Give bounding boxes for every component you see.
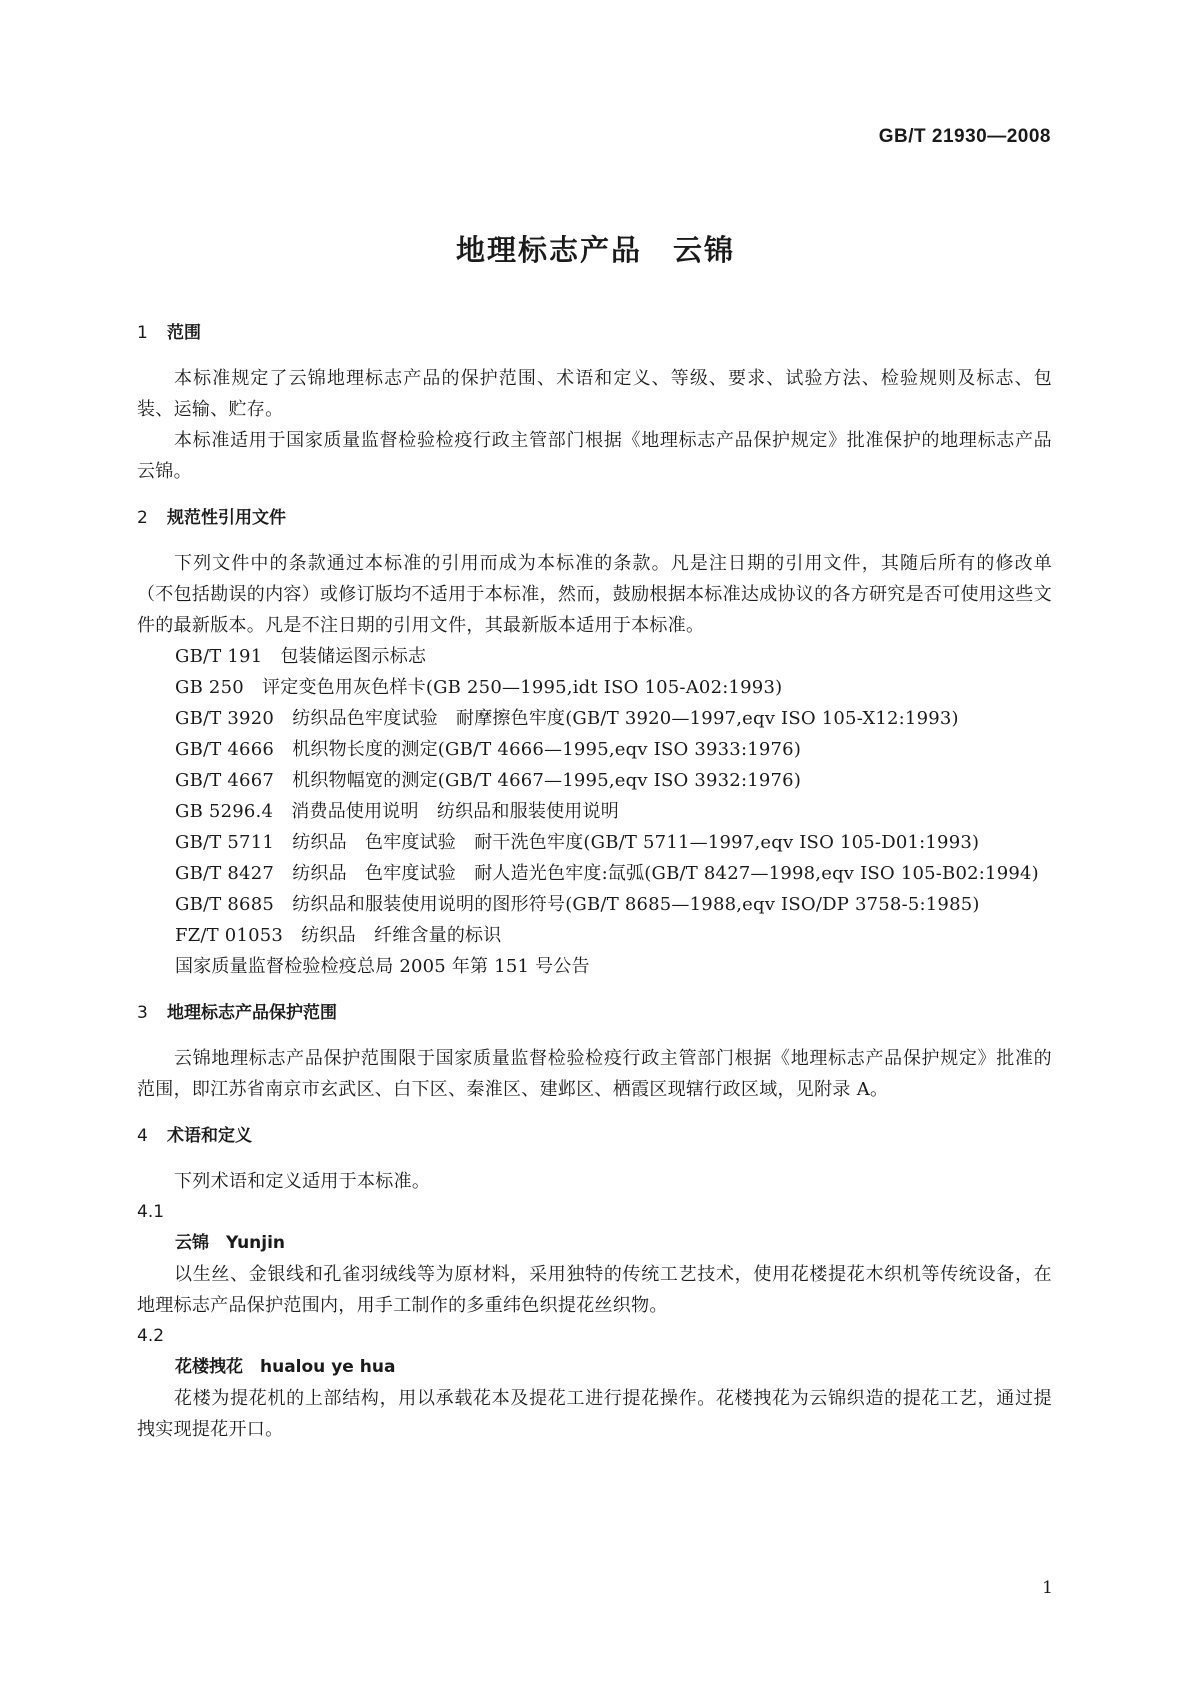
reference-item: 国家质量监督检验检疫总局 2005 年第 151 号公告 [175, 956, 590, 977]
paragraph: 本标准适用于国家质量监督检验检疫行政主管部门根据《地理标志产品保护规定》批准保护的地理标志产品云锦。 [137, 430, 1052, 482]
section-title: 地理标志产品保护范围 [167, 1003, 337, 1023]
paragraph: 下列文件中的条款通过本标准的引用而成为本标准的条款。凡是注日期的引用文件，其随后所有的修改单（不包括勘误的内容）或修订版均不适用于本标准，然而，鼓励根据本标准达成协议的各方研究是否可使用这些文件的最新版本。凡是不注日期的引用文件，其最新版本适用于本标准。 [137, 553, 1052, 636]
section-number: 1 [137, 323, 148, 343]
reference-item: GB/T 8685 纺织品和服装使用说明的图形符号(GB/T 8685—1988,eqv ISO/DP 3758-5:1985) [175, 894, 980, 915]
reference-item: GB/T 8427 纺织品 色牢度试验 耐人造光色牢度:氙弧(GB/T 8427—1998,eqv ISO 105-B02:1994) [175, 863, 1039, 884]
section-title: 术语和定义 [167, 1126, 252, 1146]
paragraph: 本标准规定了云锦地理标志产品的保护范围、术语和定义、等级、要求、试验方法、检验规则及标志、包装、运输、贮存。 [137, 368, 1052, 420]
reference-item: GB 5296.4 消费品使用说明 纺织品和服装使用说明 [175, 801, 619, 822]
term-definition: 花楼为提花机的上部结构，用以承载花本及提花工进行提花操作。花楼拽花为云锦织造的提花工艺，通过提拽实现提花开口。 [137, 1388, 1052, 1440]
paragraph: 下列术语和定义适用于本标准。 [174, 1171, 431, 1192]
reference-item: GB/T 191 包装储运图示标志 [175, 646, 427, 667]
section-title: 范围 [167, 323, 201, 343]
standard-code: GB/T 21930—2008 [878, 126, 1051, 147]
reference-item: GB/T 3920 纺织品色牢度试验 耐摩擦色牢度(GB/T 3920—1997,eqv ISO 105-X12:1993) [175, 708, 959, 729]
section-4-heading [137, 1121, 1052, 1152]
reference-list [137, 641, 1052, 982]
document-body [137, 318, 1052, 1445]
page-number: 1 [1042, 1578, 1053, 1598]
clause-number: 4.1 [137, 1202, 165, 1222]
paragraph: 云锦地理标志产品保护范围限于国家质量监督检验检疫行政主管部门根据《地理标志产品保护规定》批准的范围，即江苏省南京市玄武区、白下区、秦淮区、建邺区、栖霞区现辖行政区域，见附录 A。 [137, 1048, 1052, 1100]
section-1-heading [137, 318, 1052, 349]
reference-item: GB 250 评定变色用灰色样卡(GB 250—1995,idt ISO 105-A02:1993) [175, 677, 783, 698]
section-number: 3 [137, 1003, 148, 1023]
term-definition: 以生丝、金银线和孔雀羽绒线等为原材料，采用独特的传统工艺技术，使用花楼提花木织机等传统设备，在地理标志产品保护范围内，用手工制作的多重纬色织提花丝织物。 [137, 1264, 1052, 1316]
document-title: 地理标志产品 云锦 [455, 233, 735, 267]
reference-item: GB/T 4666 机织物长度的测定(GB/T 4666—1995,eqv ISO 3933:1976) [175, 739, 802, 760]
section-2-heading [137, 503, 1052, 534]
section-number: 4 [137, 1126, 148, 1146]
reference-item: GB/T 4667 机织物幅宽的测定(GB/T 4667—1995,eqv ISO 3932:1976) [175, 770, 802, 791]
reference-item: GB/T 5711 纺织品 色牢度试验 耐干洗色牢度(GB/T 5711—1997,eqv ISO 105-D01:1993) [175, 832, 980, 853]
reference-item: FZ/T 01053 纺织品 纤维含量的标识 [175, 925, 502, 946]
section-3-heading [137, 998, 1052, 1029]
term-title: 花楼拽花 hualou ye hua [175, 1357, 396, 1377]
clause-number: 4.2 [137, 1326, 165, 1346]
section-title: 规范性引用文件 [167, 508, 286, 528]
term-title: 云锦 Yunjin [175, 1233, 286, 1253]
section-number: 2 [137, 508, 148, 528]
